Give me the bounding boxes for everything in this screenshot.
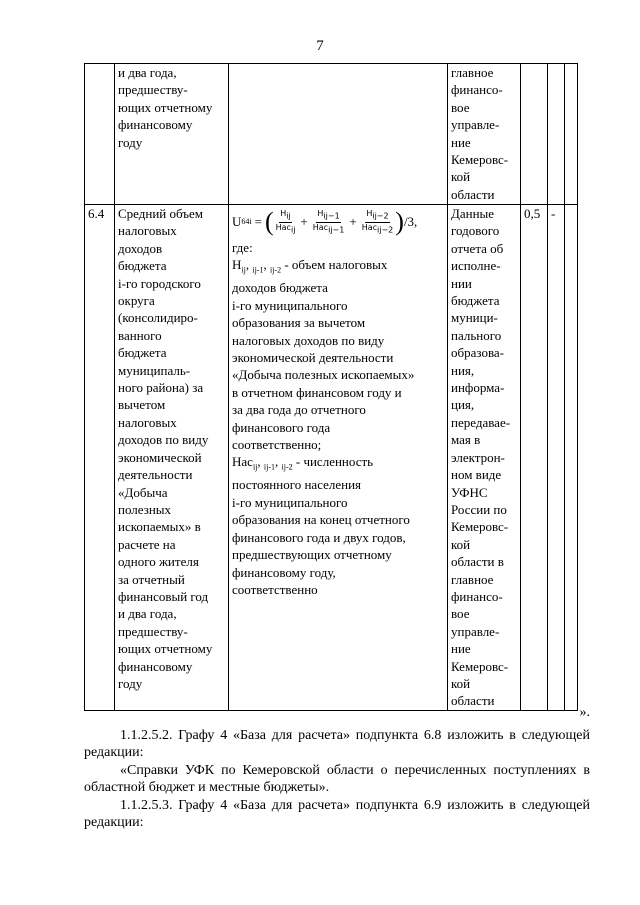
cell-num: 6.4 <box>85 205 115 711</box>
cell-weight: 0,5 <box>521 205 548 711</box>
definition-1: $Н_{ij}$, $_{ij-1}$, $_{ij-2}$ - объем налоговых доходов бюджета i-го муниципального образования за вычетом налоговых доходов по виду экономической деятельности «Добыча полезных ископаемых» в отчетном финансовом году и за два года до отчетного финансового года соответственно; <box>232 257 415 453</box>
paragraph-1: 1.1.2.5.2. Графу 4 «База для расчета» подпункта 6.8 изложить в следующей редакции: <box>84 728 590 760</box>
cell-name: Средний объем налоговых доходов бюджета i-го городского округа (консолидиро- ванного бюджета муниципаль- ного района) за вычетом налоговых доходов по виду экономической деятельности «Добыча полезных ископаемых» в расчете на одного жителя за отчетный финансовый год и два года, предшеству- ющих отчетному финансовому году <box>115 205 229 711</box>
formula-lhs-sub: 64i <box>241 217 252 227</box>
formula <box>232 205 444 239</box>
cell-name: и два года, предшеству- ющих отчетному финансовому году <box>115 64 229 205</box>
formula-lhs: U <box>232 214 242 230</box>
fraction-1: $Н_{ij}$ Нас$_{ij}$ <box>275 208 296 235</box>
formula-plus: + <box>349 214 357 230</box>
closing-quote: ». <box>579 705 590 720</box>
cell-weight <box>521 64 548 205</box>
cell-formula <box>229 64 448 205</box>
formula-eq: = <box>254 214 262 230</box>
paragraph-2: «Справки УФК по Кемеровской области о перечисленных поступлениях в областной бюджет и местные бюджеты». <box>84 763 590 795</box>
cell-formula <box>229 205 448 711</box>
cell-dash: - <box>548 205 565 711</box>
cell-extra <box>565 64 578 205</box>
cell-num <box>85 64 115 205</box>
table-row-continuation <box>85 64 578 205</box>
where-label: где: <box>232 240 253 255</box>
page-number: 7 <box>316 38 324 54</box>
fraction-3: $Н_{ij-2}$ Нас$_{ij-2}$ <box>361 208 394 235</box>
formula-plus: + <box>300 214 308 230</box>
cell-extra <box>565 205 578 711</box>
cell-dash <box>548 64 565 205</box>
indicator-table <box>84 63 578 711</box>
table-row-6-4 <box>85 205 578 711</box>
fraction-2: $Н_{ij-1}$ Нас$_{ij-1}$ <box>312 208 345 235</box>
paragraph-3: 1.1.2.5.3. Графу 4 «База для расчета» подпункта 6.9 изложить в следующей редакции: <box>84 798 590 830</box>
cell-base: Данные годового отчета об исполне- нии бюджета муници- пального образова- ния, информа- ция, передавае- мая в электрон- ном виде УФНС России по Кемеровс- кой области в главное финансо- вое управле- ние Кемеровс- кой области <box>448 205 521 711</box>
cell-base: главное финансо- вое управле- ние Кемеровс- кой области <box>448 64 521 205</box>
definition-2: Нас$_{ij}$, $_{ij-1}$, $_{ij-2}$ - численность постоянного населения i-го муниципального образования на конец отчетного финансового года и двух годов, предшествующих отчетному финансовому году, соответственно <box>232 454 410 597</box>
formula-tail: /3, <box>403 214 418 230</box>
formula-paren-close: ) <box>395 207 404 236</box>
formula-paren-open: ( <box>264 207 274 236</box>
